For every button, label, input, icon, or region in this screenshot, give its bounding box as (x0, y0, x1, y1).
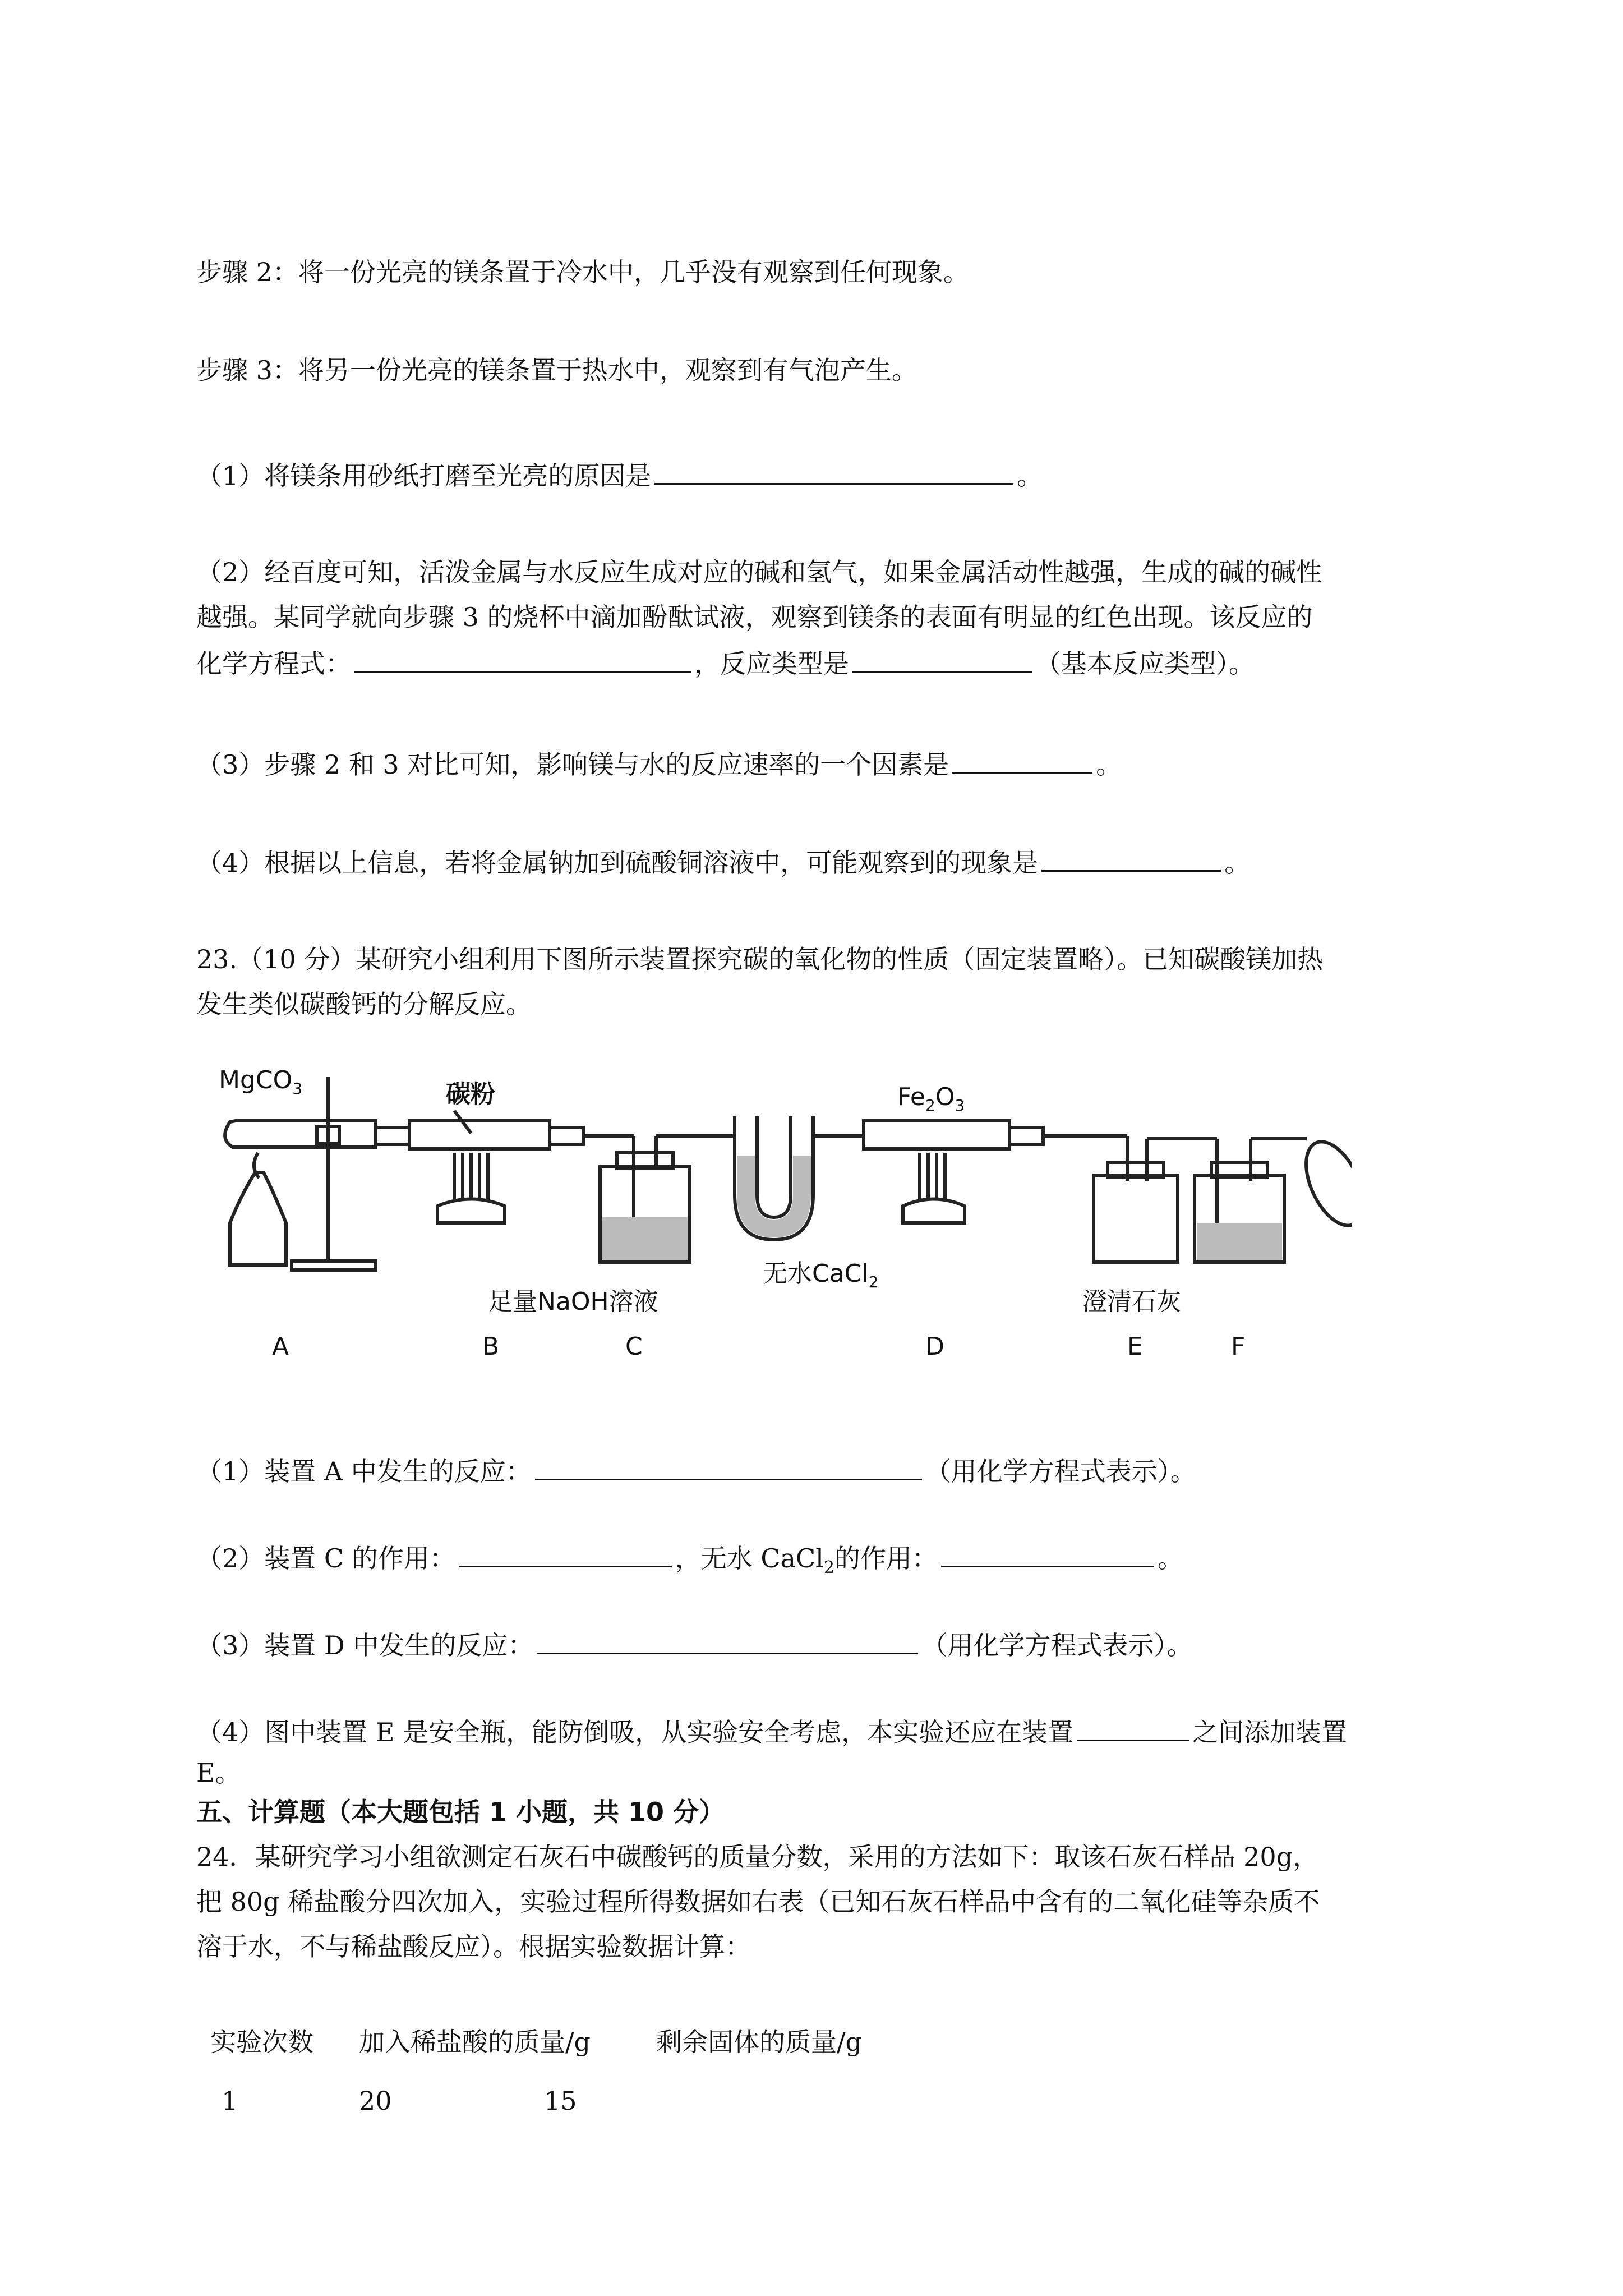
experiment-apparatus-figure (208, 1055, 1352, 1369)
table-cell: 1 (222, 2086, 238, 2116)
answer-blank[interactable] (535, 1453, 922, 1480)
step-3-text: 步骤 3：将另一份光亮的镁条置于热水中，观察到有气泡产生。 (196, 355, 917, 385)
table-header-trials: 实验次数 (210, 2027, 313, 2057)
q23-part1: （1）装置 A 中发生的反应： （用化学方程式表示）。 (196, 1453, 1196, 1488)
label-mgco3: MgCO$_3$ (219, 1066, 303, 1098)
label-naoh: 足量NaOH溶液 (488, 1287, 658, 1316)
table-header-solid-mass: 剩余固体的质量/g (656, 2027, 862, 2057)
label-cacl2: 无水CaCl$_2$ (763, 1259, 879, 1291)
reaction-type-blank[interactable] (852, 645, 1032, 673)
q23-intro-line2: 发生类似碳酸钙的分解反应。 (196, 989, 532, 1019)
flame-b (454, 1153, 488, 1200)
table-header-acid-mass: 加入稀盐酸的质量/g (359, 2027, 591, 2057)
letter-d: D (925, 1332, 944, 1361)
letter-a: A (272, 1332, 289, 1361)
answer-blank[interactable] (654, 457, 1013, 485)
label-limewater: 澄清石灰 (1082, 1287, 1181, 1316)
answer-blank[interactable] (941, 1540, 1154, 1567)
burner-a (230, 1172, 286, 1265)
q23-part2: （2）装置 C 的作用： ，无水 CaCl$_2$的作用： 。 (196, 1540, 1183, 1585)
flame-d (920, 1153, 945, 1200)
connector (1009, 1128, 1043, 1144)
equation-blank[interactable] (354, 645, 691, 673)
lamp-b (437, 1199, 505, 1223)
label-carbon: 碳粉 (446, 1080, 495, 1108)
q23-part4-line2: E。 (196, 1757, 241, 1788)
q23-part3: （3）装置 D 中发生的反应： （用化学方程式表示）。 (196, 1627, 1192, 1662)
q24-line1: 24．某研究学习小组欲测定石灰石中碳酸钙的质量分数，采用的方法如下：取该石灰石样品 20g， (196, 1842, 1319, 1872)
connector (376, 1128, 409, 1144)
q22-part4: （4）根据以上信息，若将金属钠加到硫酸铜溶液中，可能观察到的现象是 。 (196, 844, 1250, 880)
q22-part2-line3: 化学方程式： ，反应类型是 （基本反应类型）。 (196, 645, 1255, 680)
letter-b: B (482, 1332, 500, 1361)
answer-blank[interactable] (459, 1540, 672, 1567)
q23-part4-line1: （4）图中装置 E 是安全瓶，能防倒吸，从实验安全考虑，本实验还应在装置 之间添加装置 (196, 1714, 1347, 1749)
naoh-liquid (602, 1217, 688, 1260)
q22-part3: （3）步骤 2 和 3 对比可知，影响镁与水的反应速率的一个因素是 。 (196, 746, 1122, 781)
letter-f: F (1231, 1332, 1246, 1361)
q24-line3: 溶于水，不与稀盐酸反应）。根据实验数据计算： (196, 1931, 751, 1962)
table-cell: 20 (359, 2086, 392, 2116)
stand-base (292, 1261, 376, 1270)
bottle-e (1094, 1175, 1178, 1262)
answer-blank[interactable] (537, 1627, 918, 1654)
step-2-text: 步骤 2：将一份光亮的镁条置于冷水中，几乎没有观察到任何现象。 (196, 257, 969, 287)
q22-part2-line2: 越强。某同学就向步骤 3 的烧杯中滴加酚酞试液，观察到镁条的表面有明显的红色出现。该反应的 (196, 602, 1313, 632)
connector (550, 1128, 583, 1144)
answer-blank[interactable] (1041, 844, 1221, 872)
flame-a (254, 1153, 259, 1178)
tube-d (864, 1121, 1009, 1149)
answer-blank[interactable] (1077, 1714, 1189, 1741)
section-5-heading: 五、计算题（本大题包括 1 小题，共 10 分） (196, 1797, 725, 1827)
lamp-d (903, 1199, 965, 1223)
test-tube-a (225, 1121, 376, 1147)
letter-c: C (625, 1332, 643, 1361)
letter-e: E (1127, 1332, 1143, 1361)
table-cell: 15 (544, 2086, 577, 2116)
q22-part2-line1: （2）经百度可知，活泼金属与水反应生成对应的碱和氢气，如果金属活动性越强，生成的碱的碱性 (196, 557, 1322, 587)
limewater-liquid (1197, 1223, 1282, 1260)
q24-line2: 把 80g 稀盐酸分四次加入，实验过程所得数据如右表（已知石灰石样品中含有的二氧化硅等杂质不 (196, 1887, 1320, 1917)
balloon (1294, 1133, 1352, 1235)
q23-intro-line1: 23.（10 分）某研究小组利用下图所示装置探究碳的氧化物的性质（固定装置略）。已知碳酸镁加热 (196, 944, 1324, 974)
q22-part1: （1）将镁条用砂纸打磨至光亮的原因是 。 (196, 457, 1043, 493)
tube-b (409, 1121, 550, 1149)
answer-blank[interactable] (952, 746, 1092, 774)
label-fe2o3: $Fe_2O_3$ (897, 1083, 965, 1115)
cacl2-fill (737, 1156, 811, 1237)
